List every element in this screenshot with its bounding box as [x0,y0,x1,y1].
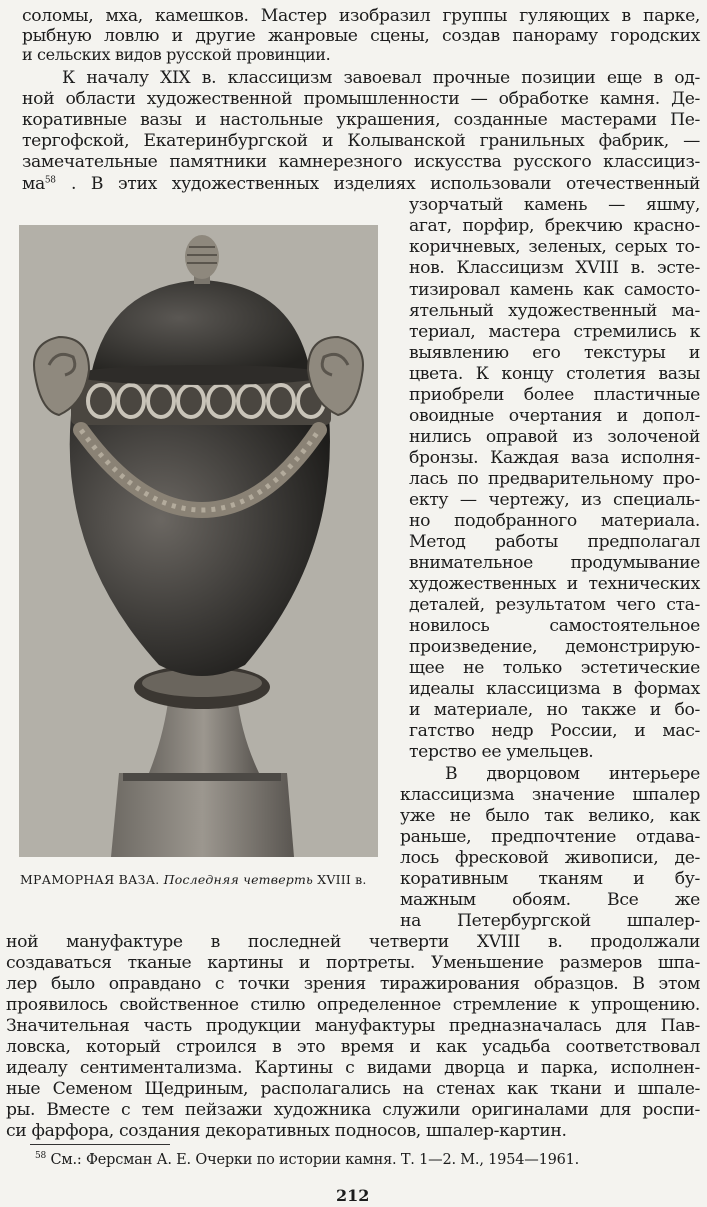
text-line: но подобранного материала. [409,511,700,531]
text-line [22,174,56,194]
text-line: ры. Вместе с тем пейзажи художника служили оригиналами для роспи- [6,1100,700,1120]
text-line: В дворцовом интерьере [445,764,700,784]
text-line: замечательные памятники камнерезного искусства русского классициз- [22,152,700,172]
text-line: мажным обоям. Все же [400,890,700,910]
text-line: создаваться тканые картины и портреты. Уменьшение размеров шпа- [6,953,700,973]
text-line: цвета. К концу столетия вазы [409,364,700,384]
text-line: проявилось свойственное стилю определенное стремление к упрощению. [6,995,700,1015]
text-line: приобрели более пластичные [409,385,700,405]
text-line: узорчатый камень — яшму, [409,195,700,215]
text-line: идеалу сентиментализма. Картины с видами дворца и парка, исполнен- [6,1058,700,1078]
text-line: К началу XIX в. классицизм завоевал прочные позиции еще в од- [62,68,700,88]
text-line: Метод работы предполагал [409,532,700,552]
text-line: уже не было так велико, как [400,806,700,826]
caption-century: XVIII в. [317,872,367,887]
text-line: и сельских видов русской провинции. [22,45,331,64]
text-line: агат, порфир, брекчию красно- [409,216,700,236]
text-line: коративным тканям и бу- [400,869,700,889]
text-fragment: ма [22,174,45,194]
text-line: ной мануфактуре в последней четверти XVIII в. продолжали [6,932,700,952]
text-line: деталей, результатом чего ста- [409,595,700,615]
text-line: екту — чертежу, из специаль- [409,490,700,510]
page-number: 212 [336,1186,370,1205]
text-line: коративные вазы и настольные украшения, созданные мастерами Пе- [22,110,700,130]
text-line: коричневых, зеленых, серых то- [409,237,700,257]
text-line: на Петербургской шпалер- [400,911,700,931]
text-line: си фарфора, создания декоративных подносов, шпалер-картин. [6,1121,567,1141]
vase-photograph [19,225,378,857]
text-line: соломы, мха, камешков. Мастер изобразил группы гуляющих в парке, [22,6,700,26]
text-line: раньше, предпочтение отдава- [400,827,700,847]
text-line: внимательное продумывание [409,553,700,573]
text-line: ловска, который строился в это время и как усадьба соответствовал [6,1037,700,1057]
text-line: ной области художественной промышленности — обработке камня. Де- [22,89,700,109]
text-line: гатство недр России, и мас- [409,721,700,741]
text-line: ные Семеном Щедриным, располагались на стенах как ткани и шпале- [6,1079,700,1099]
text-line: тизировал камень как самосто- [409,280,700,300]
text-line: . В этих художественных изделиях использовали отечественный [71,174,700,194]
text-line: ятельный художественный ма- [409,301,700,321]
marble-vase-image [19,225,378,857]
text-line: лась по предварительному про- [409,469,700,489]
footnote [35,1152,579,1168]
text-line: Значительная часть продукции мануфактуры предназначалась для Пав- [6,1016,700,1036]
text-line: идеалы классицизма в формах [409,679,700,699]
figure-caption [20,872,367,887]
text-line: терство ее умельцев. [409,742,594,762]
text-line: нов. Классицизм XVIII в. эсте- [409,258,700,278]
footnote-number: 58 [35,1151,47,1162]
text-line: произведение, демонстрирую- [409,637,700,657]
text-line: рыбную ловлю и другие жанровые сцены, создав панораму городских [22,26,700,46]
text-line: тергофской, Екатеринбургской и Колыванской гранильных фабрик, — [22,131,700,151]
text-line: нились оправой из золоченой [409,427,700,447]
caption-label: МРАМОРНАЯ ВАЗА. [20,872,160,887]
footnote-ref: 58 [44,175,56,186]
text-line: териал, мастера стремились к [409,322,700,342]
text-line: выявлению его текстуры и [409,343,700,363]
text-line: классицизма значение шпалер [400,785,700,805]
text-line: овоидные очертания и допол- [409,406,700,426]
footnote-divider [30,1144,170,1145]
text-line: щее не только эстетические [409,658,700,678]
text-line: новилось самостоятельное [409,616,700,636]
text-line: художественных и технических [409,574,700,594]
footnote-text: См.: Ферсман А. Е. Очерки по истории камня. Т. 1—2. М., 1954—1961. [50,1152,580,1168]
text-line: бронзы. Каждая ваза исполня- [409,448,700,468]
caption-date: Последняя четверть [163,872,314,887]
text-line: и материале, но также и бо- [409,700,700,720]
text-line: лер было оправдано с точки зрения тиражирования образцов. В этом [6,974,700,994]
text-line: лось фресковой живописи, де- [400,848,700,868]
